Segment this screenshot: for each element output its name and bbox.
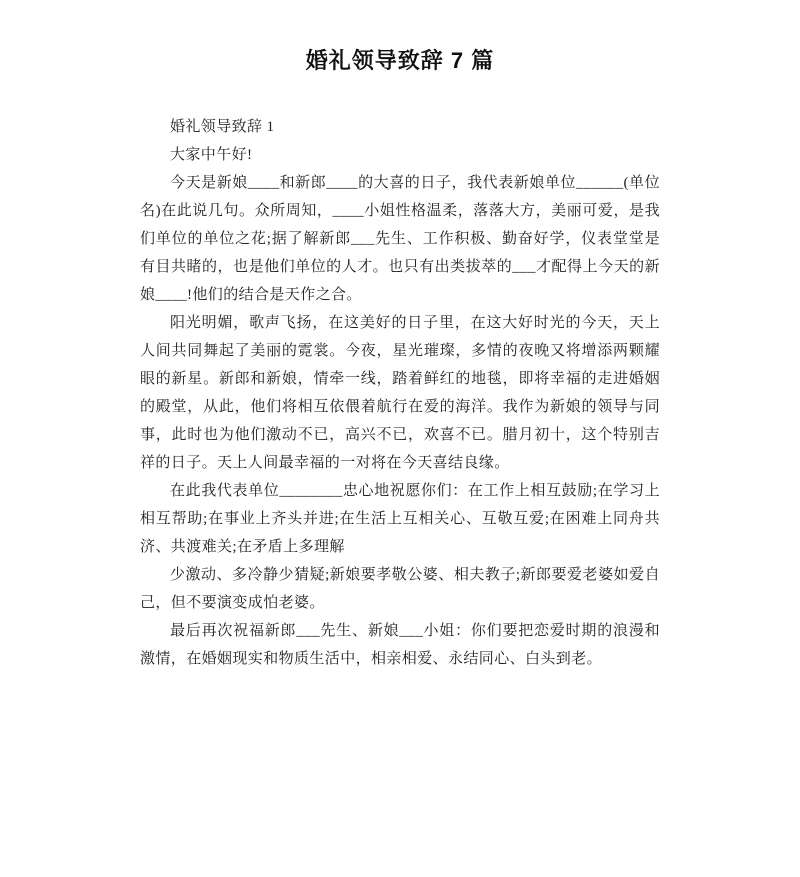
paragraph-greeting: 大家中午好! (170, 147, 253, 163)
paragraph-wishes: 在此我代表单位________忠心地祝愿你们：在工作上相互鼓励;在学习上相互帮助;在事业上齐头并进;在生活上互相关心、互敬互爱;在困难上同舟共济、共渡难关;在矛盾上多理解 (140, 483, 660, 555)
paragraph-intro: 今天是新娘____和新郎____的大喜的日子，我代表新娘单位______(单位名)在此说几句。众所周知，____小姐性格温柔，落落大方，美丽可爱，是我们单位的单位之花;据了解新郎___先生、工作积极、勤奋好学，仪表堂堂是有目共睹的，也是他们单位的人才。也只有出类拔萃的___才配得上今天的新娘____!他们的结合是天作之合。 (140, 175, 660, 303)
document-title: 婚礼领导致辞 7 篇 (305, 48, 495, 73)
document-body (140, 113, 660, 673)
paragraph-section-heading: 婚礼领导致辞 1 (170, 119, 275, 135)
paragraph-closing: 最后再次祝福新郎___先生、新娘___小姐：你们要把恋爱时期的浪漫和激情，在婚姻现实和物质生活中，相亲相爱、永结同心、白头到老。 (140, 623, 660, 667)
paragraph-scene: 阳光明媚，歌声飞扬，在这美好的日子里，在这大好时光的今天，天上人间共同舞起了美丽的霓裳。今夜，星光璀璨，多情的夜晚又将增添两颗耀眼的新星。新郎和新娘，情牵一线，踏着鲜红的地毯，即将幸福的走进婚姻的殿堂，从此，他们将相互依偎着航行在爱的海洋。我作为新娘的领导与同事，此时也为他们激动不已，高兴不已，欢喜不已。腊月初十，这个特别吉祥的日子。天上人间最幸福的一对将在今天喜结良缘。 (140, 315, 660, 471)
paragraph-advice: 少激动、多冷静少猜疑;新娘要孝敬公婆、相夫教子;新郎要爱老婆如爱自己，但不要演变成怕老婆。 (140, 567, 660, 611)
